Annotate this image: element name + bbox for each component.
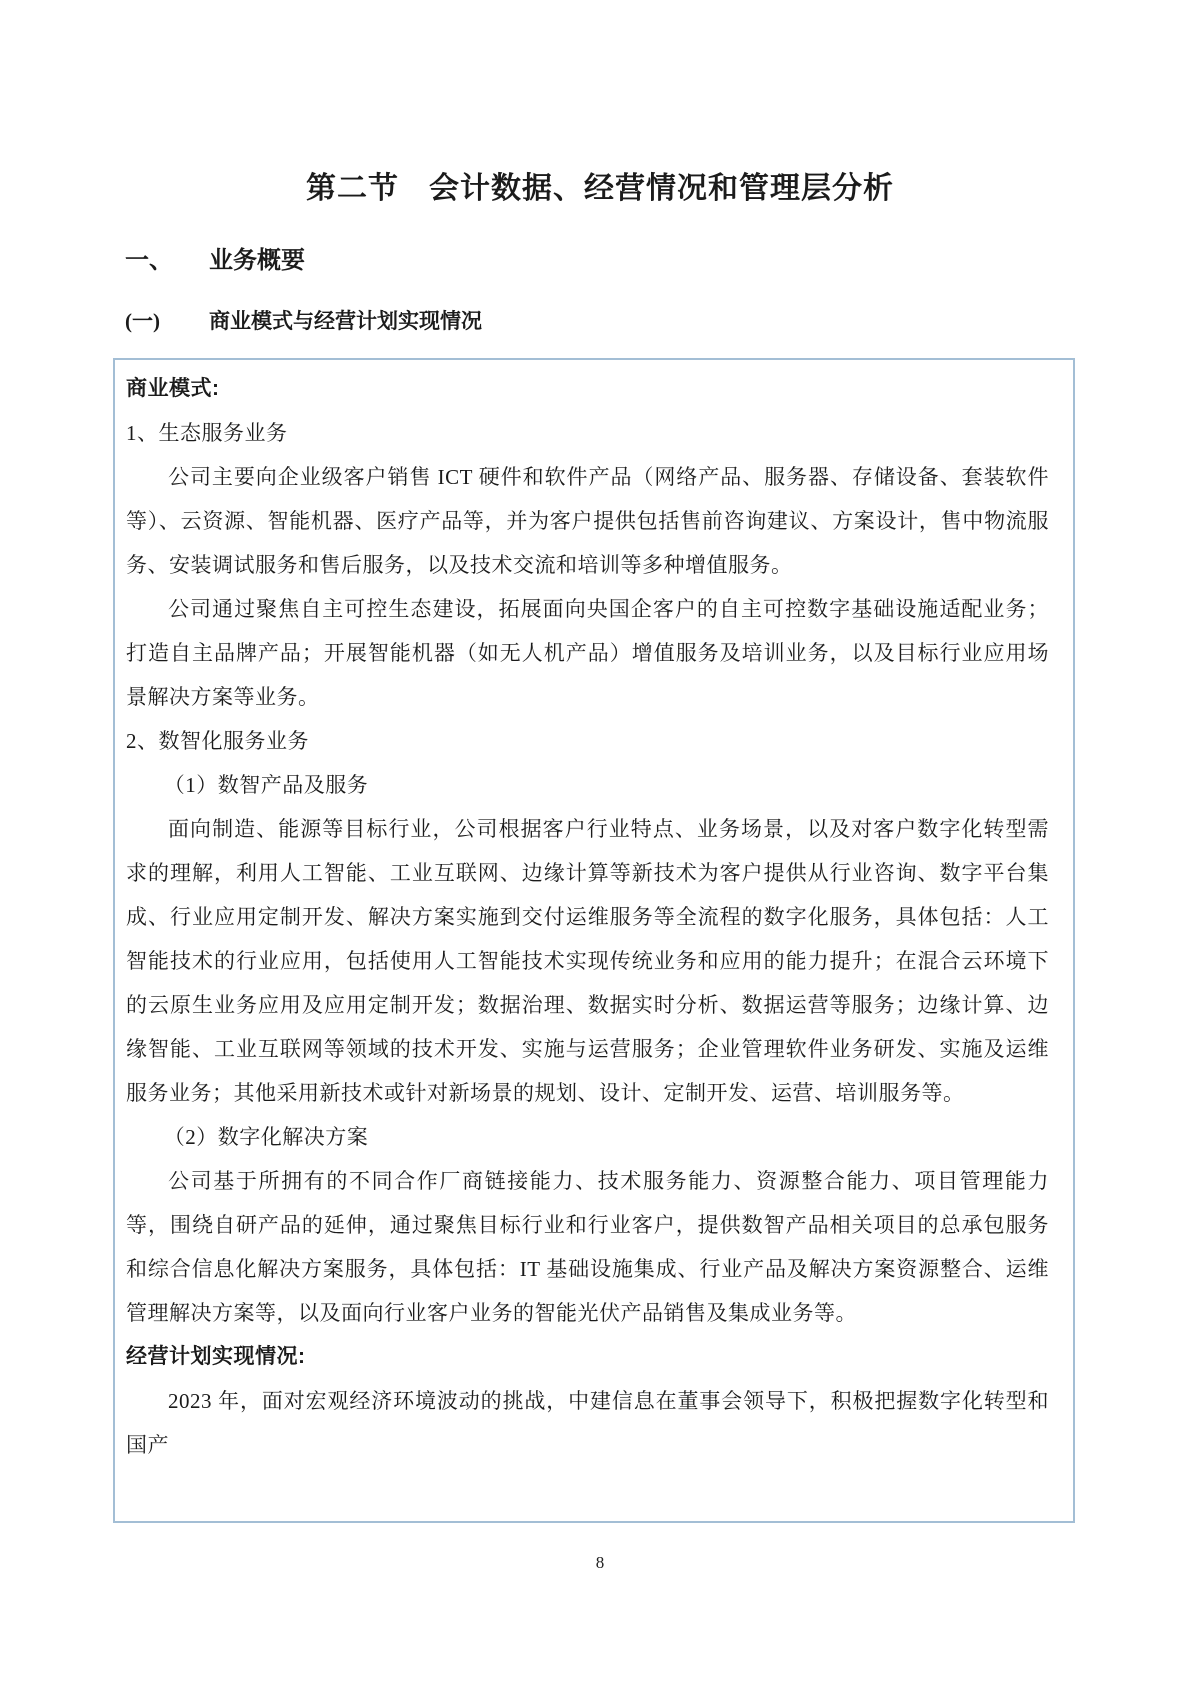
item-ecosystem-service: 1、生态服务业务 bbox=[126, 421, 288, 445]
paragraph-ecosystem-1: 公司主要向企业级客户销售 ICT 硬件和软件产品（网络产品、服务器、存储设备、套装软件等）、云资源、智能机器、医疗产品等，并为客户提供包括售前咨询建议、方案设计，售中物流服务、安装调试服务和售后服务，以及技术交流和培训等多种增值服务。 bbox=[126, 465, 1049, 577]
heading-level1-text: 业务概要 bbox=[209, 248, 305, 274]
heading-level2 bbox=[125, 305, 482, 335]
heading-level1 bbox=[125, 240, 305, 275]
section-title: 会计数据、经营情况和管理层分析 bbox=[429, 172, 894, 205]
heading-level2-number: (一) bbox=[125, 309, 160, 333]
paragraph-operating-plan: 2023 年，面对宏观经济环境波动的挑战，中建信息在董事会领导下，积极把握数字化转型和国产 bbox=[126, 1389, 1049, 1457]
paragraph-digital-products: 面向制造、能源等目标行业，公司根据客户行业特点、业务场景，以及对客户数字化转型需求的理解，利用人工智能、工业互联网、边缘计算等新技术为客户提供从行业咨询、数字平台集成、行业应用定制开发、解决方案实施到交付运维服务等全流程的数字化服务，具体包括：人工智能技术的行业应用，包括使用人工智能技术实现传统业务和应用的能力提升；在混合云环境下的云原生业务应用及应用定制开发；数据治理、数据实时分析、数据运营等服务；边缘计算、边缘智能、工业互联网等领域的技术开发、实施与运营服务；企业管理软件业务研发、实施及运维服务业务；其他采用新技术或针对新场景的规划、设计、定制开发、运营、培训服务等。 bbox=[126, 817, 1049, 1105]
paragraph-digital-solutions: 公司基于所拥有的不同合作厂商链接能力、技术服务能力、资源整合能力、项目管理能力等，围绕自研产品的延伸，通过聚焦目标行业和行业客户，提供数智产品相关项目的总承包服务和综合信息化解决方案服务，具体包括：IT 基础设施集成、行业产品及解决方案资源整合、运维管理解决方案等，以及面向行业客户业务的智能光伏产品销售及集成业务等。 bbox=[126, 1169, 1049, 1325]
page-title bbox=[0, 163, 1200, 207]
page-number: 8 bbox=[595, 1553, 605, 1572]
business-model-box bbox=[113, 358, 1075, 1523]
subitem-digital-products: （1）数智产品及服务 bbox=[163, 773, 369, 797]
paragraph-ecosystem-2: 公司通过聚焦自主可控生态建设，拓展面向央国企客户的自主可控数字基础设施适配业务；打造自主品牌产品；开展智能机器（如无人机产品）增值服务及培训业务，以及目标行业应用场景解决方案等业务。 bbox=[126, 597, 1049, 709]
heading-level1-number: 一、 bbox=[125, 248, 173, 274]
operating-plan-heading: 经营计划实现情况: bbox=[126, 1345, 306, 1368]
business-model-heading: 商业模式: bbox=[126, 377, 220, 400]
item-digital-service: 2、数智化服务业务 bbox=[126, 729, 309, 753]
subitem-digital-solutions: （2）数字化解决方案 bbox=[163, 1125, 369, 1149]
section-number: 第二节 bbox=[306, 172, 399, 205]
heading-level2-text: 商业模式与经营计划实现情况 bbox=[209, 309, 482, 333]
